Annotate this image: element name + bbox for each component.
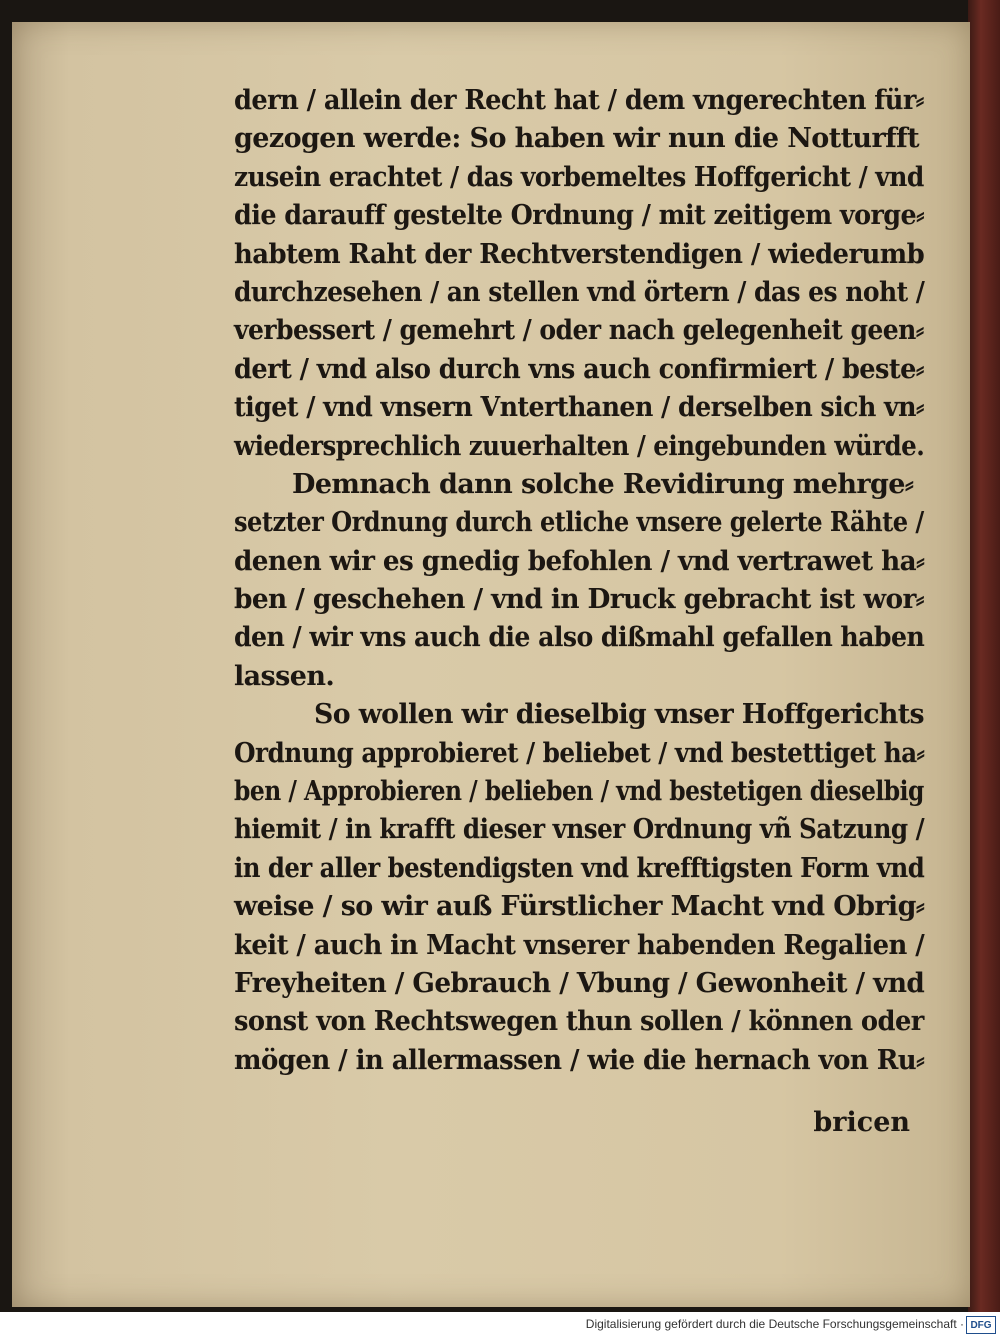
text-line: verbessert / gemehrt / oder nach gelegenheit geen⸗ bbox=[234, 315, 924, 347]
text-line: zusein erachtet / das vorbemeltes Hoffgericht / vnd bbox=[234, 161, 924, 193]
text-line: Freyheiten / Gebrauch / Vbung / Gewonheit / vnd bbox=[234, 967, 925, 999]
text-line: Demnach dann solche Revidirung mehrge⸗ bbox=[292, 468, 914, 500]
text-line: tiget / vnd vnsern Vnterthanen / derselben sich vn⸗ bbox=[234, 392, 924, 424]
text-line: dern / allein der Recht hat / dem vngerechten für⸗ bbox=[234, 85, 924, 116]
text-line: So wollen wir dieselbig vnser Hoffgerichts bbox=[314, 699, 924, 731]
dfg-logo-icon: DFG bbox=[966, 1316, 996, 1334]
text-line: Ordnung approbieret / beliebet / vnd bestettiget ha⸗ bbox=[234, 737, 925, 769]
text-line: weise / so wir auß Fürstlicher Macht vnd Obrig⸗ bbox=[234, 891, 925, 923]
text-line: wiedersprechlich zuuerhalten / eingebunden würde. bbox=[234, 430, 925, 462]
catchword: bricen bbox=[813, 1107, 910, 1138]
book-edge bbox=[968, 0, 1000, 1312]
text-line: gezogen werde: So haben wir nun die Notturfft bbox=[234, 123, 919, 155]
text-line: in der aller bestendigsten vnd krefftigsten Form vnd bbox=[234, 852, 925, 884]
page bbox=[12, 22, 970, 1307]
text-line: sonst von Rechtswegen thun sollen / können oder bbox=[234, 1006, 924, 1038]
text-line: habtem Raht der Rechtverstendigen / wiederumb bbox=[234, 238, 925, 270]
text-line: den / wir vns auch die also dißmahl gefallen haben bbox=[234, 622, 925, 654]
text-line: setzter Ordnung durch etliche vnsere gelerte Rähte / bbox=[234, 507, 924, 539]
text-line: ben / Approbieren / belieben / vnd bestetigen dieselbig bbox=[234, 776, 924, 808]
text-line: denen wir es gnedig befohlen / vnd vertrawet ha⸗ bbox=[234, 545, 925, 577]
text-line: mögen / in allermassen / wie die hernach von Ru⸗ bbox=[234, 1044, 925, 1076]
text-line: lassen. bbox=[234, 660, 335, 692]
text-line: hiemit / in krafft dieser vnser Ordnung vñ Satzung / bbox=[234, 814, 925, 846]
body-text bbox=[234, 82, 924, 1080]
text-line: durchzesehen / an stellen vnd örtern / das es noht / bbox=[234, 276, 925, 308]
text-line: ben / geschehen / vnd in Druck gebracht ist wor⸗ bbox=[234, 584, 925, 616]
footer bbox=[0, 1312, 1000, 1337]
footer-credit: Digitalisierung gefördert durch die Deutsche Forschungsgemeinschaft · bbox=[585, 1317, 964, 1331]
text-line: dert / vnd also durch vns auch confirmiert / beste⸗ bbox=[234, 353, 924, 385]
text-line: keit / auch in Macht vnserer habenden Regalien / bbox=[234, 929, 925, 961]
text-line: die darauff gestelte Ordnung / mit zeitigem vorge⸗ bbox=[234, 200, 925, 232]
